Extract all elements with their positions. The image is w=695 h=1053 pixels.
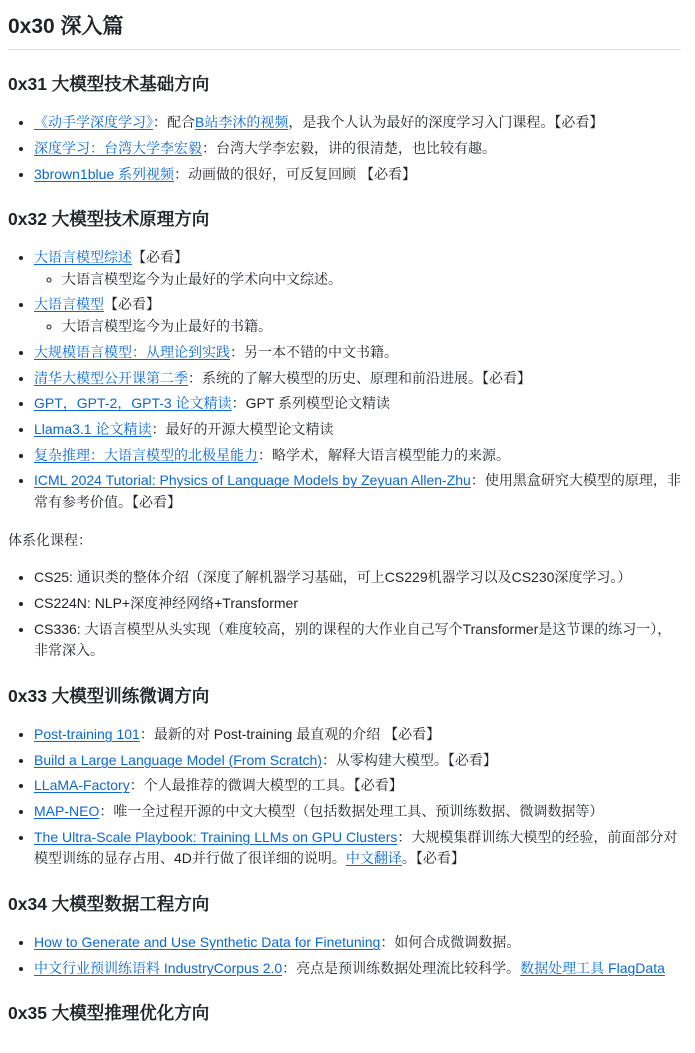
link[interactable]: 中文行业预训练语料 IndustryCorpus 2.0 [34,959,283,976]
section-heading-0x34: 0x34 大模型数据工程方向 [8,894,210,915]
list-item [34,827,681,870]
list-item [34,393,681,415]
list-item [34,567,681,589]
sub-bullet-list [34,316,681,338]
list-item [34,138,681,160]
link[interactable]: 深度学习：台湾大学李宏毅 [34,139,202,156]
text-segment: ：台湾大学李宏毅，讲的很清楚，也比较有趣。 [202,139,496,156]
text-segment: ：系统的了解大模型的历史、原理和前沿进展。【必看】 [188,369,531,386]
bullet-list [8,112,681,185]
paragraph: 体系化课程： [8,531,92,548]
text-segment: 【必看】 [104,296,160,313]
link[interactable]: Build a Large Language Model (From Scratch) [34,751,322,768]
link[interactable]: 清华大模型公开课第二季 [34,369,188,386]
link[interactable]: GPT，GPT-2，GPT-3 论文精读 [34,395,232,412]
bullet-list [8,932,681,979]
link[interactable]: How to Generate and Use Synthetic Data for Finetuning [34,933,381,950]
link[interactable]: 大语言模型综述 [34,249,132,266]
link[interactable]: Llama3.1 论文精读 [34,420,152,437]
list-item [34,445,681,467]
list-item [34,724,681,746]
sub-list-item: ◦ 大语言模型迄今为止最好的书籍。 [62,316,681,338]
text-segment: 。【必看】 [401,850,465,867]
bullet-list [8,567,681,662]
list-item [34,801,681,823]
text-segment: ：略学术，解释大语言模型能力的来源。 [258,446,510,463]
text-segment: ：个人最推荐的微调大模型的工具。【必看】 [129,777,403,794]
list-item [34,294,681,337]
link[interactable]: 数据处理工具 FlagData [520,959,665,976]
text-segment: CS25: 通识类的整体介绍（深度了解机器学习基础，可上CS229机器学习以及CS230深度学习。） [34,569,632,586]
list-item [34,593,681,615]
list-item [34,419,681,441]
list-item [34,368,681,390]
text-segment: ：另一本不错的中文书籍。 [230,343,398,360]
text-segment: ：GPT 系列模型论文精读 [231,395,391,412]
link[interactable]: The Ultra-Scale Playbook: Training LLMs on GPU Clusters [34,828,398,845]
link[interactable]: Post-training 101 [34,725,140,742]
text-segment: ：动画做的很好，可反复回顾 【必看】 [174,165,416,182]
link[interactable]: 复杂推理：大语言模型的北极星能力 [34,446,258,463]
bullet-list [8,247,681,514]
section-heading-0x33: 0x33 大模型训练微调方向 [8,686,210,707]
link[interactable]: 中文翻译 [345,850,402,867]
section-heading-0x35: 0x35 大模型推理优化方向 [8,1003,210,1024]
sub-bullet-list [34,269,681,291]
list-item [34,932,681,954]
list-item [34,247,681,290]
section-heading-0x32: 0x32 大模型技术原理方向 [8,209,210,230]
list-item [34,342,681,364]
link[interactable]: 《动手学深度学习》 [34,114,153,131]
list-item [34,750,681,772]
text-segment: 【必看】 [132,249,188,266]
link[interactable]: 大语言模型 [34,296,104,313]
link[interactable]: B站李沐的视频 [195,114,289,131]
text-segment: ：大规模集群训练大模型的经验，前面部分对模型训练的显存占用、4D并行做了很详细的说明。 [34,828,678,867]
link[interactable]: MAP-NEO [34,803,100,819]
bullet-list [8,724,681,870]
text-segment: ：使用黑盒研究大模型的原理，非常有参考价值。【必看】 [34,472,681,510]
text-segment: CS336: 大语言模型从头实现（难度较高，别的课程的大作业自己写个Transformer是这节课的练习一），非常深入。 [34,620,672,659]
list-item [34,164,681,186]
title-divider [8,49,681,50]
text-segment: ：最新的对 Post-training 最直观的介绍 【必看】 [139,725,441,742]
text-segment: ，是我个人认为最好的深度学习入门课程。【必看】 [288,114,604,131]
list-item [34,619,681,662]
text-segment: ：最好的开源大模型论文精读 [151,420,334,437]
text-segment: ：配合 [153,114,195,131]
link[interactable]: ICML 2024 Tutorial: Physics of Language Models by Zeyuan Allen-Zhu [34,472,471,489]
page-title: 0x30 深入篇 [8,15,124,38]
list-item [34,775,681,797]
section-heading-0x31: 0x31 大模型技术基础方向 [8,74,210,95]
text-segment: ：如何合成微调数据。 [380,933,521,950]
link[interactable]: 大规模语言模型：从理论到实践 [34,343,230,360]
text-segment: CS224N: NLP+深度神经网络+Transformer [34,595,298,611]
text-segment: ：从零构建大模型。【必看】 [321,751,497,768]
sub-list-item: ◦ 大语言模型迄今为止最好的学术向中文综述。 [62,269,681,291]
link[interactable]: 3brown1blue 系列视频 [34,165,175,182]
list-item [34,958,681,980]
link[interactable]: LLaMA-Factory [34,777,130,794]
list-item [34,112,681,134]
text-segment: ：唯一全过程开源的中文大模型（包括数据处理工具、预训练数据、微调数据等） [99,803,604,819]
list-item [34,470,681,513]
text-segment: ：亮点是预训练数据处理流比较科学。 [282,959,521,976]
